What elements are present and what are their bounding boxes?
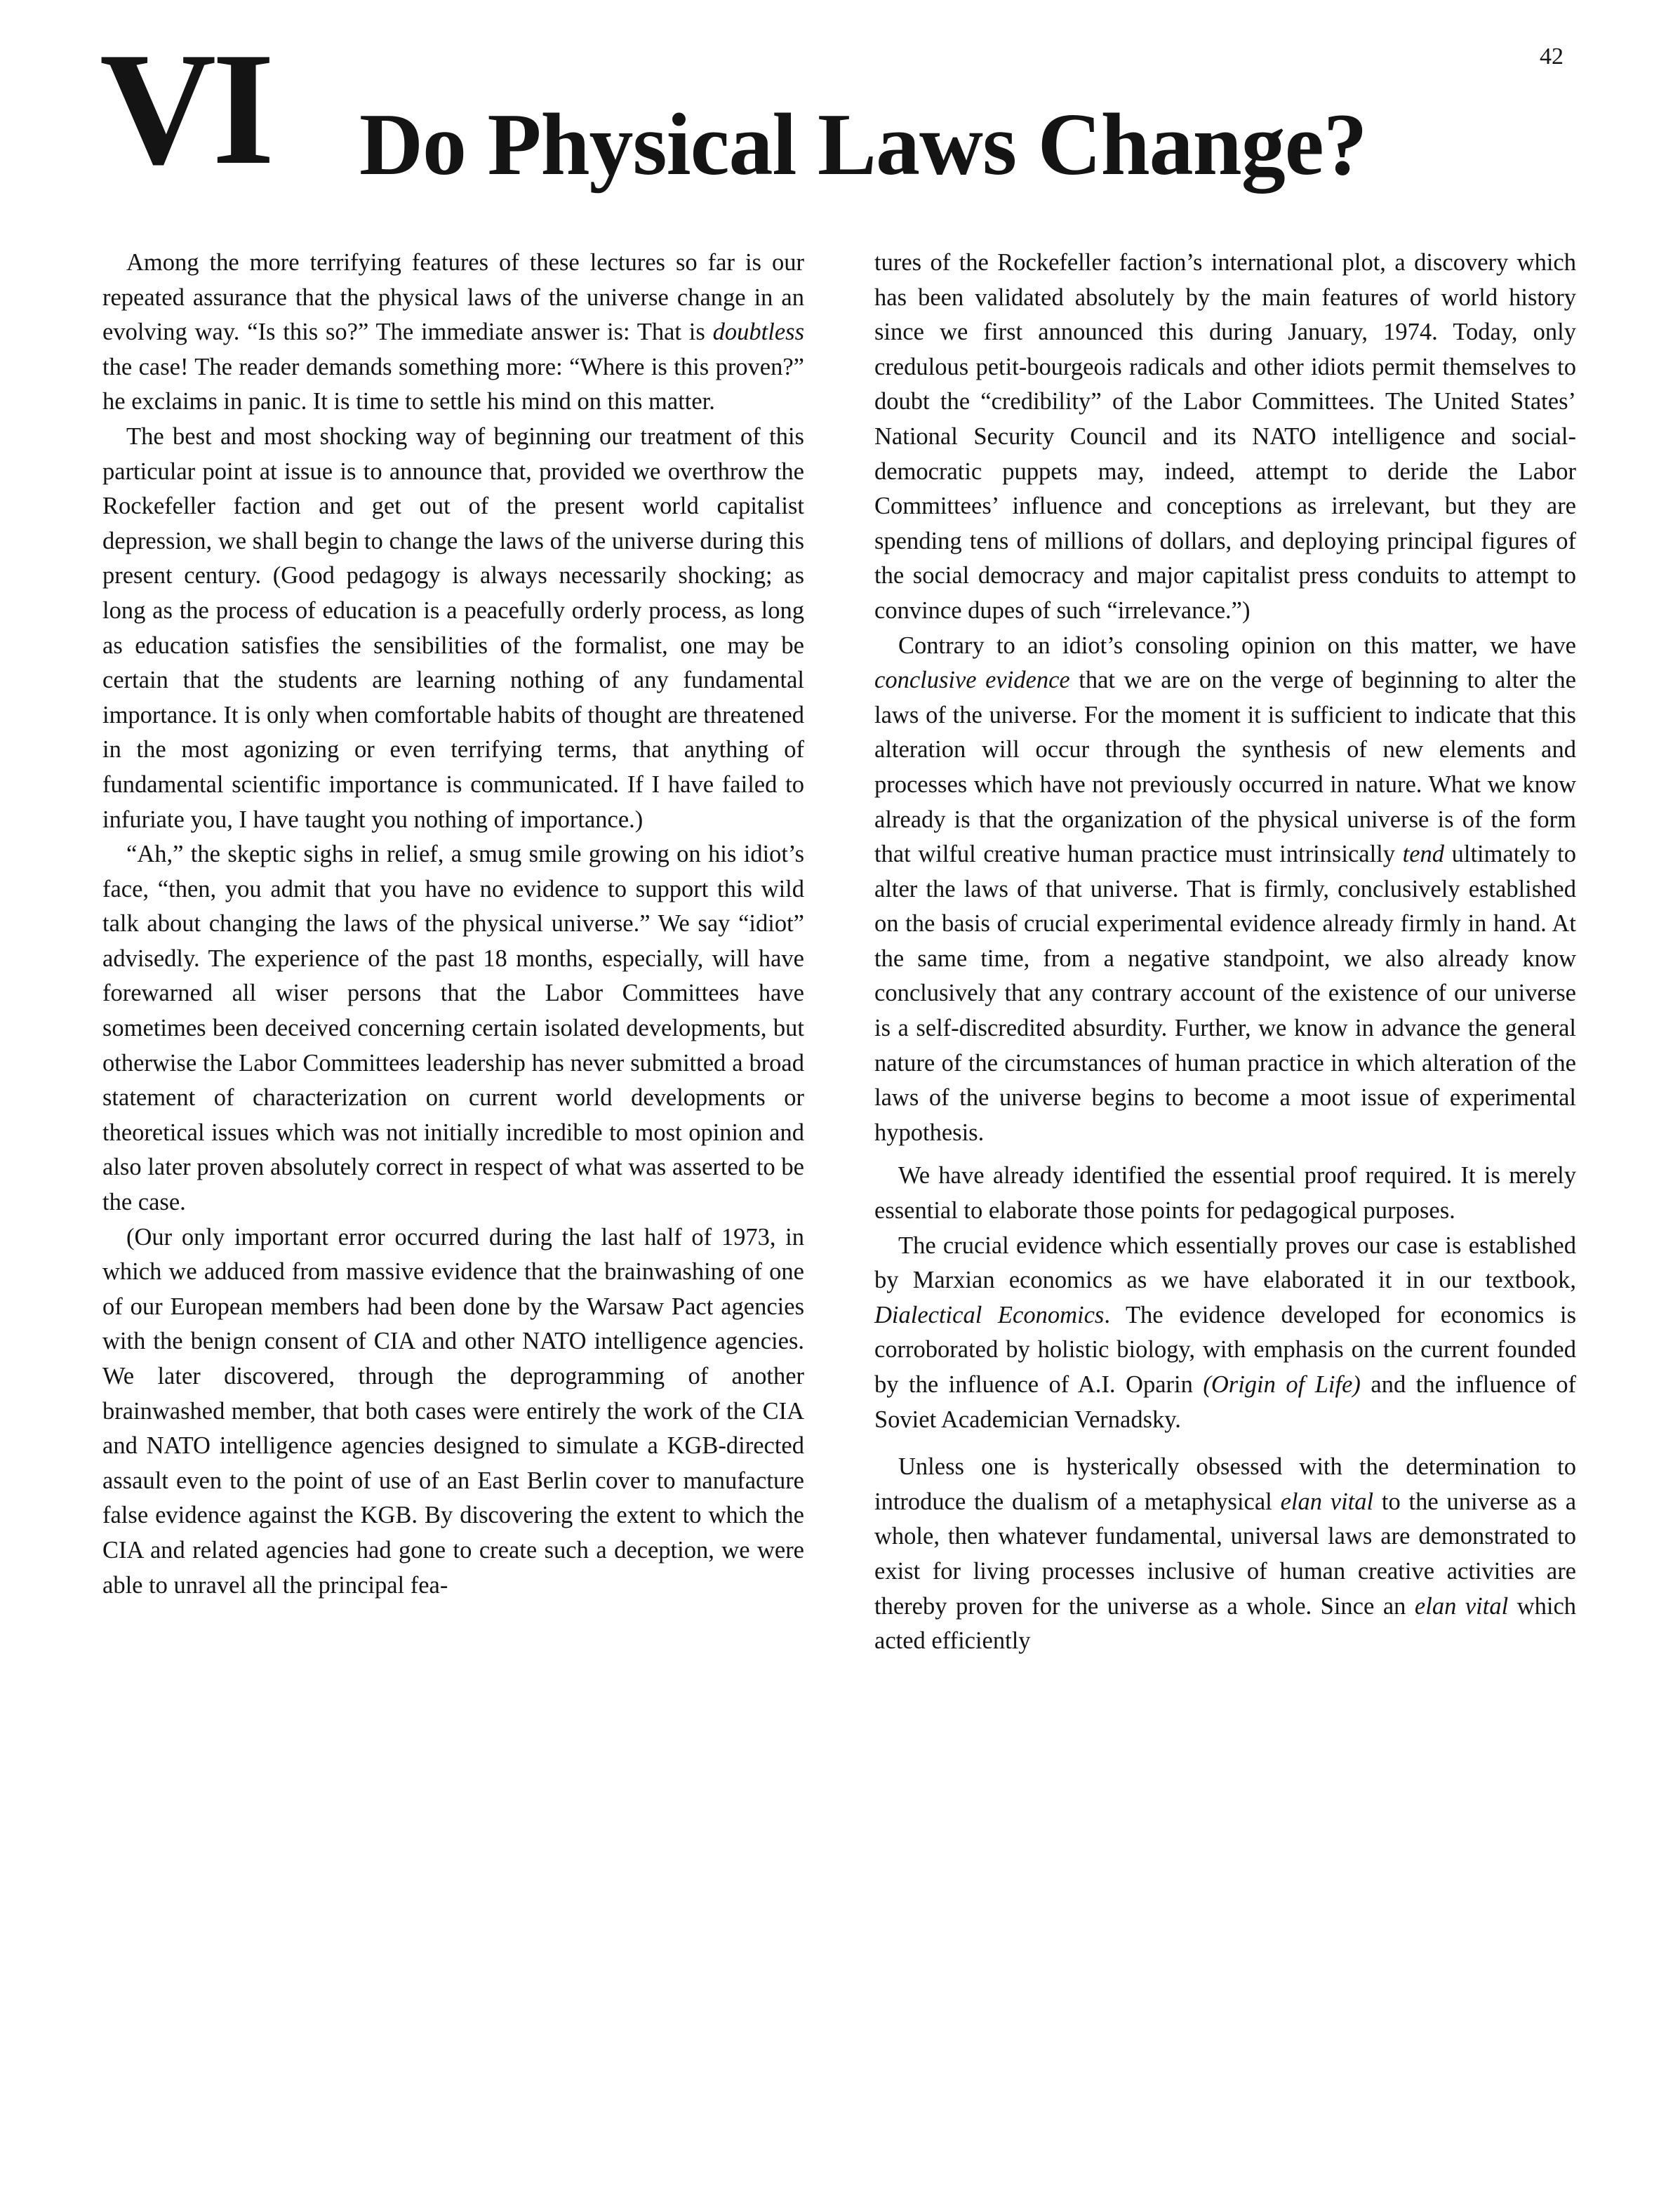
text-run: that we are on the verge of beginning to alter the laws of the universe. For the moment it is sufficient to indicate that this alteration will occur through the synthesis of new elements and processes which have not previously occurred in nature. What we know already is that the organization of the physical universe is of the form that wilful creative human practice must intrinsically	[874, 667, 1576, 868]
left-column	[102, 246, 804, 1603]
page-number: 42	[1540, 44, 1564, 69]
paragraph	[102, 246, 804, 420]
paragraph	[874, 1229, 1576, 1438]
text-run: The crucial evidence which essentially proves our case is established by Marxian economics as we have elaborated it in our textbook,	[874, 1232, 1576, 1294]
paragraph	[102, 837, 804, 1220]
paragraph	[102, 420, 804, 837]
paragraph-continued	[874, 246, 1576, 629]
italic-text-run: conclusive evidence	[874, 667, 1070, 694]
text-run: Among the more terrifying features of these lectures so far is our repeated assurance that the physical laws of the universe change in an evolving way. “Is this so?” The immediate answer is: That is	[102, 249, 804, 346]
right-column	[874, 246, 1576, 1659]
text-run: which acted efficiently	[874, 1592, 1577, 1655]
text-run: tures of the Rockefeller faction’s international plot, a discovery which has been validated absolutely by the main features of world history since we first announced this during January, 1974. Today, only credulous petit-bourgeois radicals and other idiots permit themselves to doubt the “credibility” of the Labor Committees. The United States’ National Security Council and its NATO intelligence and social-democratic puppets may, indeed, attempt to deride the Labor Committees’ influence and conceptions as irrelevant, but they are spending tens of millions of dollars, and deploying principal figures of the social democracy and major capitalist press conduits to attempt to convince dupes of such “irrelevance.”)	[874, 249, 1576, 624]
text-run: the case! The reader demands something more: “Where is this proven?” he exclaims in panic. It is time to settle his mind on this matter.	[102, 353, 804, 415]
text-run: to the universe as a whole, then whatever fundamental, universal laws are demonstrated to exist for living processes inclusive of human creative activities are thereby proven for the universe as a whole. Since an	[874, 1488, 1577, 1620]
text-run: (Our only important error occurred during the last half of 1973, in which we adduced from massive evidence that the brainwashing of one of our European members had been done by the Warsaw Pact agencies with the benign consent of CIA and other NATO intelligence agencies. We later discovered, through the deprogramming of another brainwashed member, that both cases were entirely the work of the CIA and NATO intelligence agencies designed to simulate a KGB-directed assault even to the point of use of an East Berlin cover to manufacture false evidence against the KGB. By discovering the extent to which the CIA and related agencies had gone to create such a deception, we were able to unravel all the principal fea-	[102, 1223, 804, 1599]
text-run: “Ah,” the skeptic sighs in relief, a smug smile growing on his idiot’s face, “then, you admit that you have no evidence to support this wild talk about changing the laws of the physical universe.” We say “idiot” advisedly. The experience of the past 18 months, especially, will have forewarned all wiser persons that the Labor Committees have sometimes been deceived concerning certain isolated developments, but otherwise the Labor Committees leadership has never submitted a broad statement of characterization on current world developments or theoretical issues which was not initially incredible to most opinion and also later proven absolutely correct in respect of what was asserted to be the case.	[102, 841, 804, 1216]
text-run: Unless one is hysterically obsessed with the determination to introduce the dualism of a metaphysical	[874, 1453, 1576, 1515]
text-run: The best and most shocking way of beginning our treatment of this particular point at issue is to announce that, provided we overthrow the Rockefeller faction and get out of the present world capitalist depression, we shall begin to change the laws of the universe during this present century. (Good pedagogy is always necessarily shocking; as long as the process of education is a peacefully orderly process, as long as education satisfies the sensibilities of the formalist, one may be certain that the students are learning nothing of any fundamental importance. It is only when comfortable habits of thought are threatened in the most agonizing or even terrifying terms, that anything of fundamental scientific importance is communicated. If I have failed to infuriate you, I have taught you nothing of importance.)	[102, 422, 804, 833]
text-run: and the influence of Soviet Academician Vernadsky.	[874, 1371, 1577, 1433]
italic-text-run: elan vital	[1414, 1592, 1509, 1620]
chapter-numeral: VI	[100, 19, 271, 198]
text-run: We have already identified the essential proof required. It is merely essential to elaborate those points for pedagogical purposes.	[874, 1162, 1576, 1225]
text-run: Contrary to an idiot’s consoling opinion on this matter, we have	[898, 632, 1576, 659]
paragraph	[874, 1450, 1576, 1659]
paragraph	[874, 1159, 1576, 1228]
italic-text-run: (Origin of Life)	[1203, 1371, 1361, 1398]
text-run: . The evidence developed for economics is corroborated by holistic biology, with emphasis on the current founded by the influence of A.I. Oparin	[874, 1301, 1576, 1398]
italic-text-run: elan vital	[1280, 1488, 1374, 1515]
italic-text-run: Dialectical Economics	[874, 1301, 1105, 1328]
text-run: ultimately to alter the laws of that universe. That is firmly, conclusively established on the basis of crucial experimental evidence already firmly in hand. At the same time, from a negative standpoint, we also already know conclusively that any contrary account of the existence of our universe is a self-discredited absurdity. Further, we know in advance the general nature of the circumstances of human practice in which alteration of the laws of the universe begins to become a moot issue of experimental hypothesis.	[874, 841, 1576, 1146]
paragraph	[102, 1220, 804, 1604]
italic-text-run: tend	[1402, 841, 1445, 868]
italic-text-run: doubtless	[712, 319, 804, 346]
chapter-title: Do Physical Laws Change?	[359, 96, 1367, 194]
chapter-header	[100, 19, 1573, 198]
paragraph	[874, 629, 1576, 1151]
